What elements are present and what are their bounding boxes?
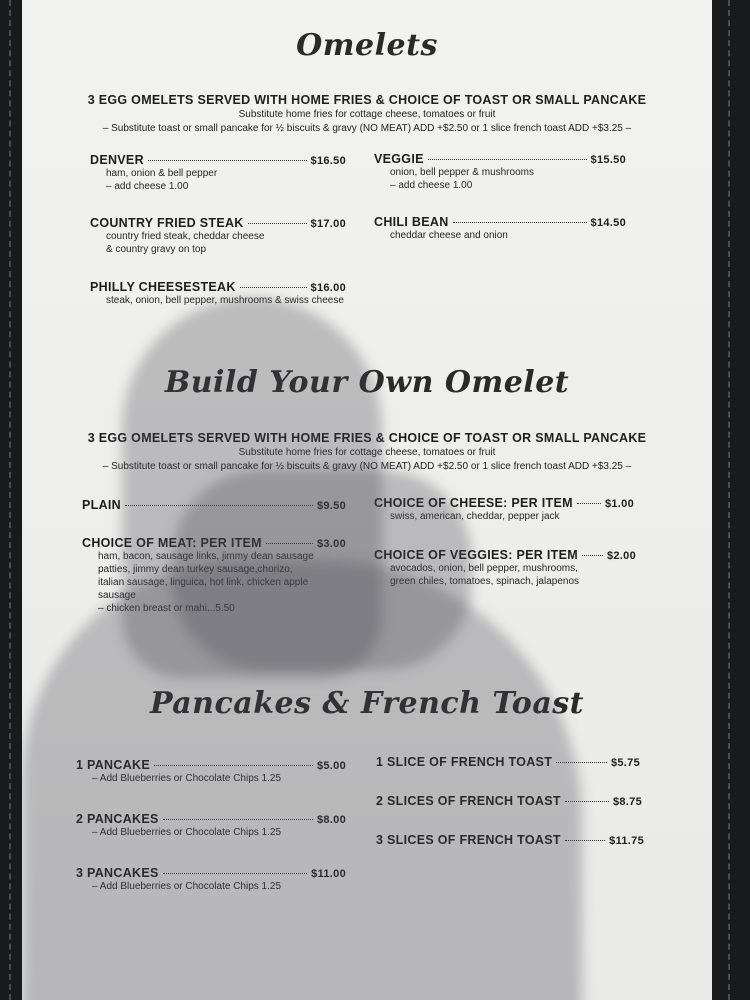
item-description: ham, onion & bell pepper [106, 168, 218, 179]
item-name: 1 PANCAKE [76, 758, 151, 772]
item-name: 2 PANCAKES [76, 812, 159, 826]
leader-dots [428, 159, 587, 160]
leader-dots [565, 801, 609, 802]
menu-item [90, 280, 346, 307]
item-price: $3.00 [316, 538, 346, 550]
menu-item [376, 755, 640, 769]
item-name: CHILI BEAN [374, 215, 449, 229]
item-price: $11.75 [609, 835, 644, 847]
menu-item [76, 812, 346, 839]
menu-item [374, 548, 636, 588]
item-description: country fried steak, cheddar cheese [106, 231, 265, 242]
item-name: 3 PANCAKES [76, 866, 159, 880]
item-name: VEGGIE [374, 152, 424, 166]
item-name: PHILLY CHEESESTEAK [90, 280, 236, 294]
build-note-2: – Substitute toast or small pancake for ½ biscuits & gravy (NO MEAT) ADD +$2.50 or 1 slice french toast ADD +$3.25 – [102, 461, 632, 472]
item-description: – Add Blueberries or Chocolate Chips 1.25 [92, 827, 282, 838]
item-name: CHOICE OF VEGGIES: PER ITEM [374, 548, 578, 562]
item-description: – Add Blueberries or Chocolate Chips 1.25 [92, 773, 282, 784]
item-name: CHOICE OF CHEESE: PER ITEM [374, 496, 573, 510]
menu-item [374, 152, 626, 192]
item-name: DENVER [90, 153, 144, 167]
item-description: italian sausage, linguica, hot link, chicken apple [98, 577, 309, 588]
binder-stitch-right [728, 0, 730, 1000]
leader-dots [577, 503, 601, 504]
menu-item [374, 496, 634, 523]
item-price: $16.50 [310, 155, 346, 167]
item-name: 2 SLICES OF FRENCH TOAST [376, 794, 561, 808]
leader-dots [582, 555, 603, 556]
omelets-subtitle: 3 EGG OMELETS SERVED WITH HOME FRIES & CHOICE OF TOAST OR SMALL PANCAKE [87, 93, 647, 107]
item-price: $9.50 [316, 500, 346, 512]
build-omelet-title: Build Your Own Omelet [164, 365, 570, 400]
item-name: 1 SLICE OF FRENCH TOAST [376, 755, 553, 769]
build-subtitle: 3 EGG OMELETS SERVED WITH HOME FRIES & CHOICE OF TOAST OR SMALL PANCAKE [87, 431, 647, 445]
item-price: $16.00 [310, 282, 346, 294]
item-description: patties, jimmy dean turkey sausage,chorizo, [98, 564, 293, 575]
item-description: ham, bacon, sausage links, jimmy dean sausage [98, 551, 314, 562]
item-price: $2.00 [606, 550, 636, 562]
menu-item [76, 758, 346, 785]
menu-item [90, 153, 346, 193]
menu-item [376, 833, 644, 847]
item-price: $8.75 [612, 796, 642, 808]
leader-dots [125, 505, 313, 506]
item-price: $15.50 [590, 154, 626, 166]
item-description: – add cheese 1.00 [106, 181, 189, 192]
menu-item [82, 498, 346, 512]
leader-dots [266, 543, 313, 544]
item-price: $11.00 [311, 868, 346, 880]
menu-item [76, 866, 346, 893]
leader-dots [148, 160, 307, 161]
item-name: CHOICE OF MEAT: PER ITEM [82, 536, 262, 550]
omelets-note-2: – Substitute toast or small pancake for ½ biscuits & gravy (NO MEAT) ADD +$2.50 or 1 slice french toast ADD +$3.25 – [102, 123, 632, 134]
omelets-note-1: Substitute home fries for cottage cheese, tomatoes or fruit [238, 109, 496, 120]
leader-dots [453, 222, 587, 223]
menu-page [22, 0, 712, 1000]
item-description: green chiles, tomatoes, spinach, jalapenos [390, 576, 580, 587]
menu-item [374, 215, 626, 242]
item-description: – Add Blueberries or Chocolate Chips 1.25 [92, 881, 282, 892]
item-description: steak, onion, bell pepper, mushrooms & swiss cheese [106, 295, 344, 306]
menu-item [376, 794, 642, 808]
leader-dots [556, 762, 607, 763]
menu-item [90, 216, 346, 256]
item-description: – chicken breast or mahi...5.50 [98, 603, 235, 614]
menu-item [82, 536, 346, 615]
item-description: sausage [98, 590, 136, 601]
leader-dots [248, 223, 307, 224]
build-note-1: Substitute home fries for cottage cheese, tomatoes or fruit [238, 447, 496, 458]
item-description: cheddar cheese and onion [390, 230, 508, 241]
item-price: $14.50 [590, 217, 626, 229]
photographer-shadow [122, 298, 382, 678]
pancakes-title: Pancakes & French Toast [149, 686, 585, 721]
item-name: 3 SLICES OF FRENCH TOAST [376, 833, 561, 847]
item-price: $5.75 [610, 757, 640, 769]
binder-stitch-left [9, 0, 11, 1000]
item-description: avocados, onion, bell pepper, mushrooms, [390, 563, 578, 574]
item-description: swiss, american, cheddar, pepper jack [390, 511, 560, 522]
item-name: COUNTRY FRIED STEAK [90, 216, 244, 230]
item-price: $5.00 [316, 760, 346, 772]
leader-dots [154, 765, 313, 766]
item-description: – add cheese 1.00 [390, 180, 473, 191]
item-name: PLAIN [82, 498, 121, 512]
item-description: onion, bell pepper & mushrooms [390, 167, 534, 178]
leader-dots [565, 840, 605, 841]
leader-dots [240, 287, 307, 288]
item-price: $1.00 [604, 498, 634, 510]
item-price: $8.00 [316, 814, 346, 826]
omelets-title: Omelets [296, 28, 438, 63]
leader-dots [163, 873, 308, 874]
item-description: & country gravy on top [106, 244, 207, 255]
item-price: $17.00 [310, 218, 346, 230]
leader-dots [163, 819, 313, 820]
